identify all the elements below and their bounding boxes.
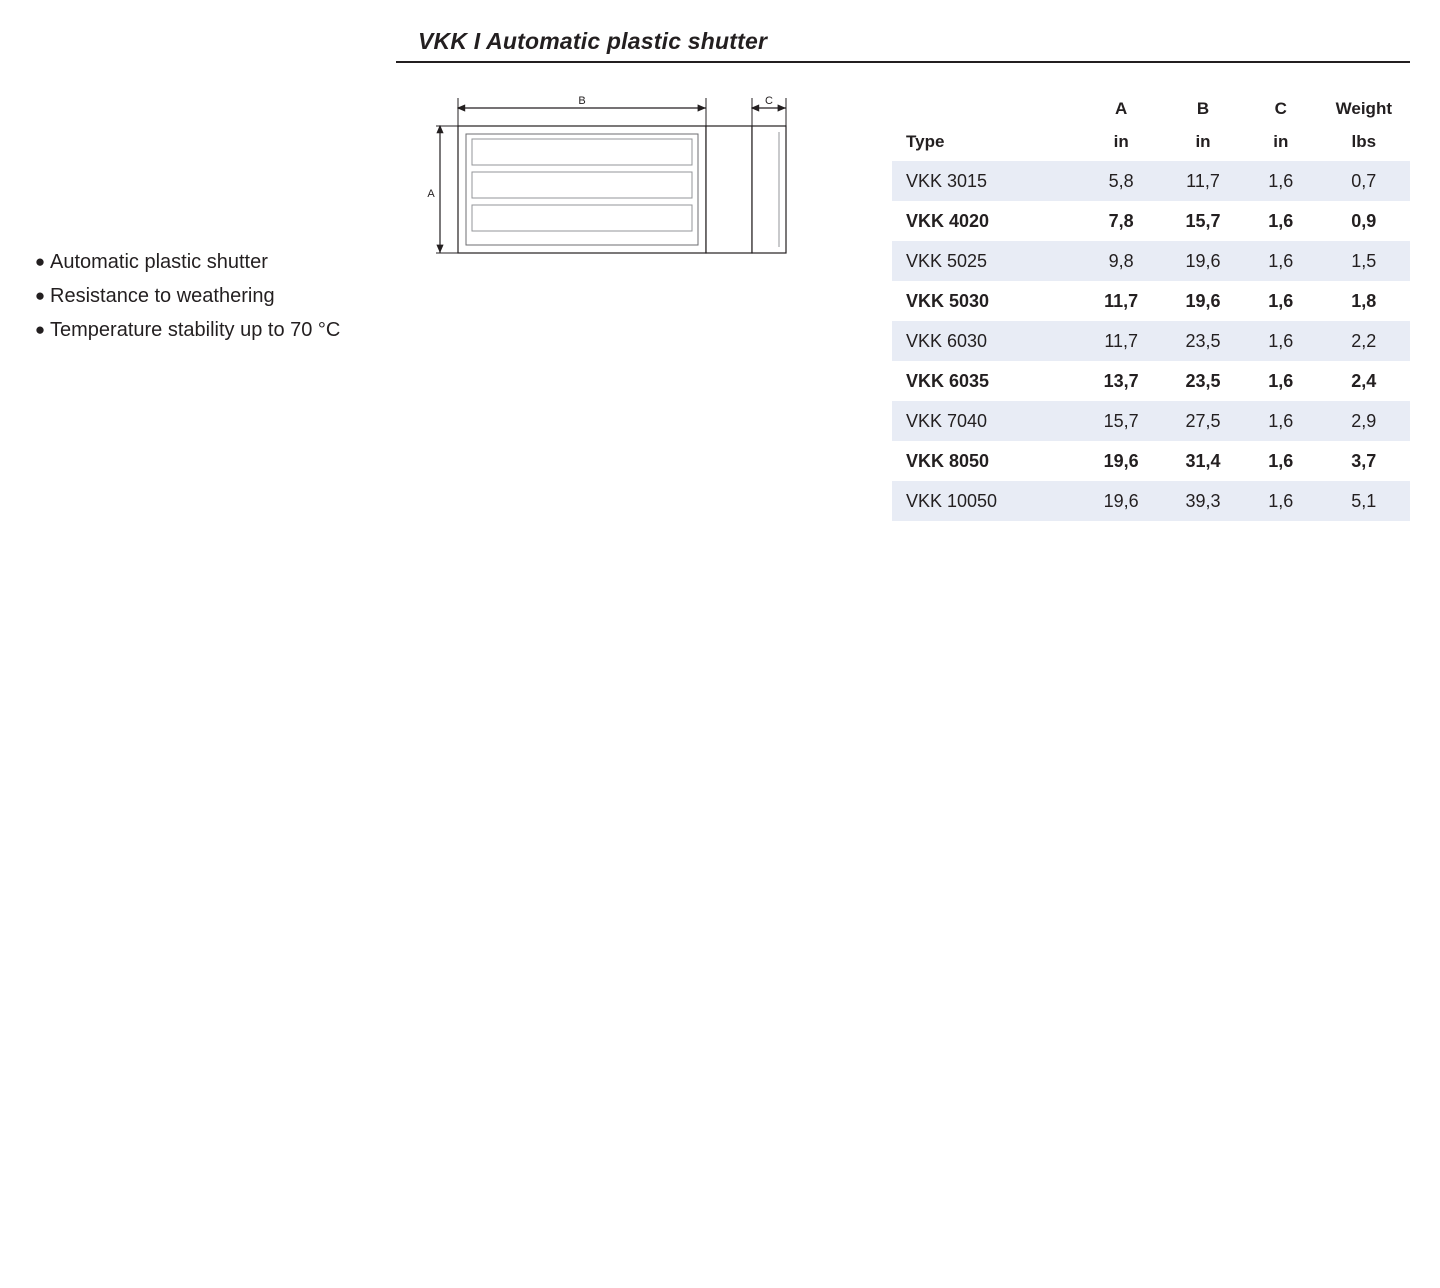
- shutter-side-body: [706, 126, 752, 253]
- drawing-svg: [410, 80, 810, 280]
- table-row: [892, 361, 1410, 401]
- bullet-icon: ●: [34, 320, 46, 339]
- cell-c: 1,6: [1244, 321, 1318, 361]
- cell-b: 27,5: [1162, 401, 1244, 441]
- cell-weight: 1,8: [1318, 281, 1410, 321]
- cell-type: VKK 10050: [892, 481, 1080, 521]
- list-item: [30, 245, 410, 279]
- feature-list: [30, 245, 410, 347]
- cell-b: 19,6: [1162, 241, 1244, 281]
- column-header-type-blank: [892, 95, 1080, 123]
- cell-b: 11,7: [1162, 161, 1244, 201]
- column-header-c: C: [1274, 99, 1287, 118]
- cell-type: VKK 8050: [892, 441, 1080, 481]
- table-row: [892, 281, 1410, 321]
- cell-type: VKK 4020: [892, 201, 1080, 241]
- cell-a: 5,8: [1080, 161, 1162, 201]
- table-row: [892, 441, 1410, 481]
- table-units-row: [892, 123, 1410, 161]
- list-item: [30, 313, 410, 347]
- dimension-label-c: C: [765, 95, 773, 107]
- table-row: [892, 161, 1410, 201]
- cell-a: 13,7: [1080, 361, 1162, 401]
- louver-blade: [472, 139, 692, 165]
- cell-c: 1,6: [1244, 361, 1318, 401]
- cell-b: 23,5: [1162, 361, 1244, 401]
- cell-weight: 2,2: [1318, 321, 1410, 361]
- cell-type: VKK 6030: [892, 321, 1080, 361]
- cell-b: 31,4: [1162, 441, 1244, 481]
- cell-c: 1,6: [1244, 441, 1318, 481]
- cell-a: 11,7: [1080, 321, 1162, 361]
- column-unit-weight: lbs: [1351, 132, 1377, 151]
- dimension-label-a: A: [427, 188, 435, 200]
- feature-label: Automatic plastic shutter: [50, 251, 268, 273]
- column-header-type: Type: [906, 132, 945, 151]
- louver-blade: [472, 205, 692, 231]
- table-row: [892, 241, 1410, 281]
- cell-b: 23,5: [1162, 321, 1244, 361]
- page-title: VKK I Automatic plastic shutter: [418, 28, 768, 54]
- cell-weight: 1,5: [1318, 241, 1410, 281]
- specification-table: [892, 95, 1410, 521]
- cell-c: 1,6: [1244, 401, 1318, 441]
- cell-type: VKK 7040: [892, 401, 1080, 441]
- cell-c: 1,6: [1244, 201, 1318, 241]
- column-header-weight: Weight: [1335, 99, 1392, 118]
- cell-b: 39,3: [1162, 481, 1244, 521]
- cell-c: 1,6: [1244, 481, 1318, 521]
- cell-a: 11,7: [1080, 281, 1162, 321]
- cell-a: 7,8: [1080, 201, 1162, 241]
- cell-type: VKK 5025: [892, 241, 1080, 281]
- louver-blade: [472, 172, 692, 198]
- cell-weight: 3,7: [1318, 441, 1410, 481]
- cell-b: 19,6: [1162, 281, 1244, 321]
- column-unit-b: in: [1195, 132, 1211, 151]
- cell-c: 1,6: [1244, 161, 1318, 201]
- table-row: [892, 201, 1410, 241]
- column-unit-c: in: [1273, 132, 1289, 151]
- table-row: [892, 481, 1410, 521]
- cell-c: 1,6: [1244, 241, 1318, 281]
- bullet-icon: ●: [34, 252, 46, 271]
- column-header-a: A: [1115, 99, 1128, 118]
- cell-c: 1,6: [1244, 281, 1318, 321]
- feature-label: Temperature stability up to 70 °C: [50, 319, 341, 341]
- title-divider: [396, 61, 1410, 63]
- cell-a: 9,8: [1080, 241, 1162, 281]
- cell-weight: 5,1: [1318, 481, 1410, 521]
- cell-weight: 2,9: [1318, 401, 1410, 441]
- cell-type: VKK 5030: [892, 281, 1080, 321]
- feature-label: Resistance to weathering: [50, 285, 275, 307]
- cell-a: 19,6: [1080, 481, 1162, 521]
- page-title-block: [396, 24, 1410, 63]
- cell-type: VKK 6035: [892, 361, 1080, 401]
- cell-a: 15,7: [1080, 401, 1162, 441]
- cell-a: 19,6: [1080, 441, 1162, 481]
- cell-weight: 0,7: [1318, 161, 1410, 201]
- column-unit-a: in: [1113, 132, 1129, 151]
- table-header-row: [892, 95, 1410, 123]
- dimension-label-b: B: [578, 95, 586, 107]
- product-technical-drawing: [410, 80, 810, 280]
- bullet-icon: ●: [34, 286, 46, 305]
- cell-type: VKK 3015: [892, 161, 1080, 201]
- column-header-b: B: [1196, 99, 1210, 118]
- cell-weight: 0,9: [1318, 201, 1410, 241]
- list-item: [30, 279, 410, 313]
- cell-b: 15,7: [1162, 201, 1244, 241]
- shutter-side-collar: [752, 126, 786, 253]
- cell-weight: 2,4: [1318, 361, 1410, 401]
- table-row: [892, 321, 1410, 361]
- table-row: [892, 401, 1410, 441]
